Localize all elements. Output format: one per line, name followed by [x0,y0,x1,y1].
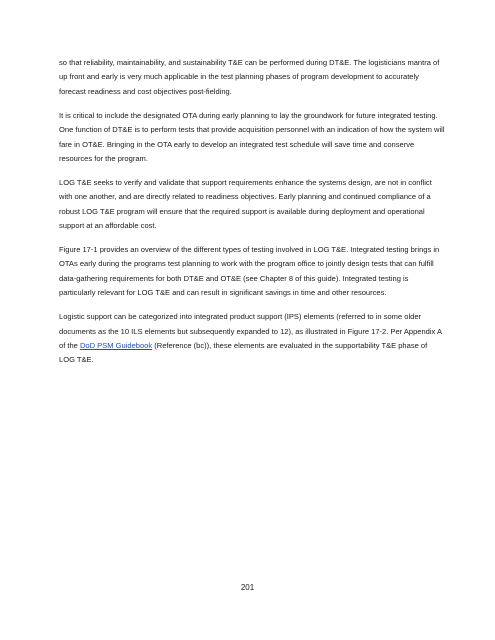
paragraph-2: It is critical to include the designated OTA during early planning to lay the groundwork for future integrated testing. One function of DT&E is to perform tests that provide acquisition personnel with an indication of how the system will fare in OT&E. Bringing in the OTA early to develop an integrated test schedule will save time and conserve resources for the program. [59,110,445,163]
paragraph-3: LOG T&E seeks to verify and validate that support requirements enhance the systems design, are not in conflict with one another, and are directly related to readiness objectives. Early planning and continued compliance of a robust LOG T&E program will ensure that the required support is available during deployment and operational support at an affordable cost. [59,177,432,231]
paragraph-1: so that reliability, maintainability, and sustainability T&E can be performed during DT&E. The logisticians mantra of up front and early is very much applicable in the test planning phases of program development to accurately forecast readiness and cost objectives post-fielding. [59,58,440,96]
paragraph-5-after: (Reference (bc)), these elements are evaluated in the supportability T&E phase of LOG T&E. [59,340,428,365]
body-text [59,56,445,377]
paragraph-4: Figure 17-1 provides an overview of the different types of testing involved in LOG T&E. Integrated testing brings in OTAs early during the programs test planning to work with the program office to jointly design tests that can fulfill data-gathering requirements for both DT&E and OT&E (see Chapter 8 of this guide). Integrated testing is particularly relevant for LOG T&E and can result in significant savings in time and other resources. [59,244,440,298]
psm-guidebook-link[interactable]: DoD PSM Guidebook [79,340,153,350]
paragraph-5-before: Logistic support can be categorized into integrated product support (IPS) elements (referred to in some older documents as the 10 ILS elements but subsequently expanded to 12), as illustrated in Figure 17-2. Per Appendix A of the [59,312,442,350]
page-number: 201 [240,583,255,592]
paragraph-5 [59,310,445,368]
